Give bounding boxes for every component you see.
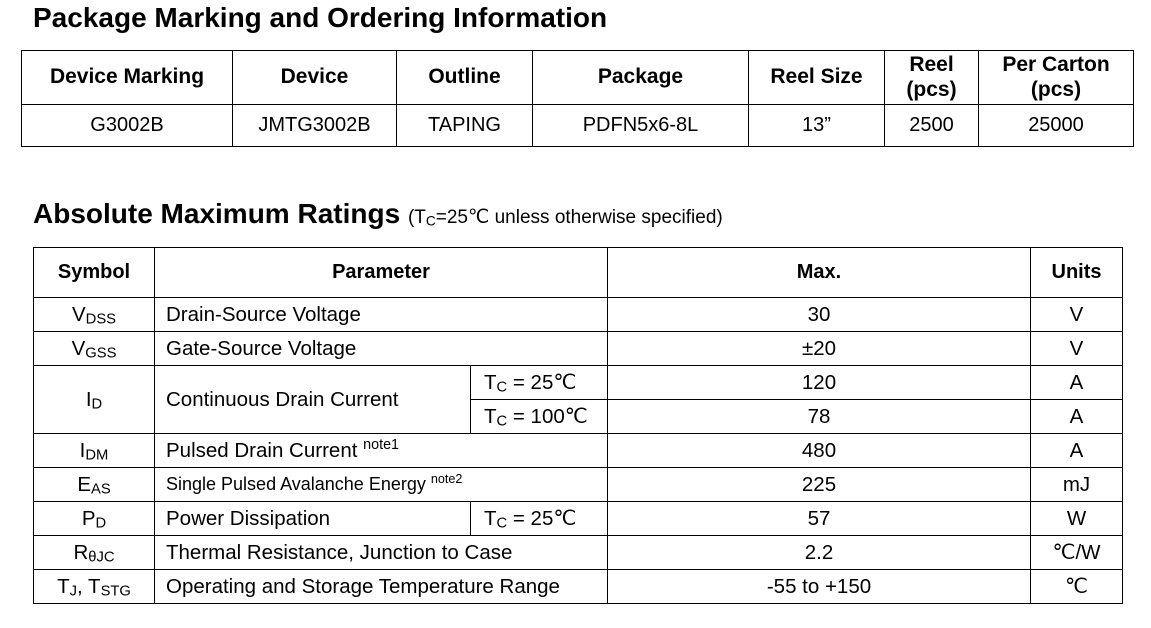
symbol-sub: θJC [88,549,115,566]
header-carton-line2: (pcs) [1030,77,1082,101]
parameter-cell: Drain-Source Voltage [155,298,608,332]
ratings-table [33,247,1123,604]
symbol-sub: DSS [85,311,117,328]
max-cell: 57 [608,502,1031,536]
note-ref: note2 [430,472,463,487]
condition-rest: =25℃ unless otherwise specified) [435,207,723,228]
symbol-main: E [77,472,91,496]
header-outline: Outline [397,51,533,105]
symbol-main: V [71,302,86,326]
symbol-cell [34,298,155,332]
condition-post: = 100℃ [507,405,588,428]
symbol-separator: , [77,574,89,598]
header-reel [885,51,979,105]
symbol-sub: DM [85,447,109,464]
unit-cell: V [1031,298,1123,332]
symbol-sub: D [95,515,107,532]
symbol-sub: STG [100,583,131,600]
table-row [34,468,1123,502]
table-row [34,570,1123,604]
header-symbol: Symbol [34,248,155,298]
ordering-table [21,50,1134,147]
parameter-cell: Continuous Drain Current [155,366,471,434]
max-cell: 2.2 [608,536,1031,570]
table-row [34,366,1123,400]
condition-cell [471,502,608,536]
ratings-title-text: Absolute Maximum Ratings [33,198,401,229]
cell-outline: TAPING [397,105,533,147]
symbol-cell [34,468,155,502]
table-row [34,536,1123,570]
symbol-main: V [71,336,86,360]
symbol-sub: D [91,396,103,413]
condition-pre: T [484,371,497,394]
cell-package: PDFN5x6-8L [533,105,749,147]
max-cell: ±20 [608,332,1031,366]
cell-device-marking: G3002B [22,105,233,147]
ratings-header-row [34,248,1123,298]
parameter-text: Pulsed Drain Current [166,438,364,462]
unit-cell: W [1031,502,1123,536]
header-units: Units [1031,248,1123,298]
header-max: Max. [608,248,1031,298]
unit-cell: A [1031,434,1123,468]
parameter-cell [155,468,608,502]
condition-post: = 25℃ [507,371,577,394]
symbol-main: P [81,506,96,530]
unit-cell: V [1031,332,1123,366]
header-parameter: Parameter [155,248,608,298]
header-carton-line1: Per Carton [1002,53,1110,77]
symbol-cell [34,366,155,434]
ordering-data-row [22,105,1134,147]
parameter-cell: Power Dissipation [155,502,471,536]
header-device: Device [233,51,397,105]
table-row [34,434,1123,468]
symbol-cell [34,434,155,468]
symbol-cell [34,570,155,604]
ratings-condition [408,207,723,228]
symbol-main: T [88,574,101,598]
unit-cell: A [1031,400,1123,434]
symbol-sub: GSS [85,345,117,362]
condition-sub: C [496,413,508,430]
parameter-text: Single Pulsed Avalanche Energy [166,474,431,494]
symbol-cell [34,536,155,570]
table-row [34,502,1123,536]
condition-sub: C [496,515,508,532]
ordering-header-row [22,51,1134,105]
condition-open: (T [407,207,426,228]
ratings-title [33,200,723,228]
table-row [34,332,1123,366]
condition-pre: T [484,405,497,428]
header-reel-size: Reel Size [749,51,885,105]
header-per-carton [979,51,1134,105]
condition-cell [471,400,608,434]
symbol-main: I [79,438,86,462]
max-cell: 480 [608,434,1031,468]
condition-cell [471,366,608,400]
condition-sub: C [496,379,508,396]
max-cell: 120 [608,366,1031,400]
max-cell: 78 [608,400,1031,434]
symbol-sub: J [69,583,77,600]
unit-cell: mJ [1031,468,1123,502]
cell-reel: 2500 [885,105,979,147]
header-device-marking: Device Marking [22,51,233,105]
ordering-title: Package Marking and Ordering Information [33,2,608,33]
parameter-cell [155,434,608,468]
cell-reel-size: 13” [749,105,885,147]
unit-cell: ℃ [1031,570,1123,604]
condition-post: = 25℃ [507,507,577,530]
header-package: Package [533,51,749,105]
table-row [34,298,1123,332]
symbol-cell [34,332,155,366]
symbol-sub: AS [91,481,111,498]
unit-cell: A [1031,366,1123,400]
max-cell: 225 [608,468,1031,502]
parameter-cell: Operating and Storage Temperature Range [155,570,608,604]
parameter-cell: Gate-Source Voltage [155,332,608,366]
symbol-main: R [73,540,89,564]
header-reel-line1: Reel [909,53,954,77]
max-cell: -55 to +150 [608,570,1031,604]
symbol-main: I [85,387,92,411]
symbol-cell [34,502,155,536]
condition-pre: T [484,507,497,530]
unit-cell: ℃/W [1031,536,1123,570]
cell-per-carton: 25000 [979,105,1134,147]
header-reel-line2: (pcs) [906,77,957,101]
condition-sub: C [425,213,436,229]
note-ref: note1 [363,436,400,453]
cell-device: JMTG3002B [233,105,397,147]
symbol-main: T [57,574,70,598]
parameter-cell: Thermal Resistance, Junction to Case [155,536,608,570]
max-cell: 30 [608,298,1031,332]
